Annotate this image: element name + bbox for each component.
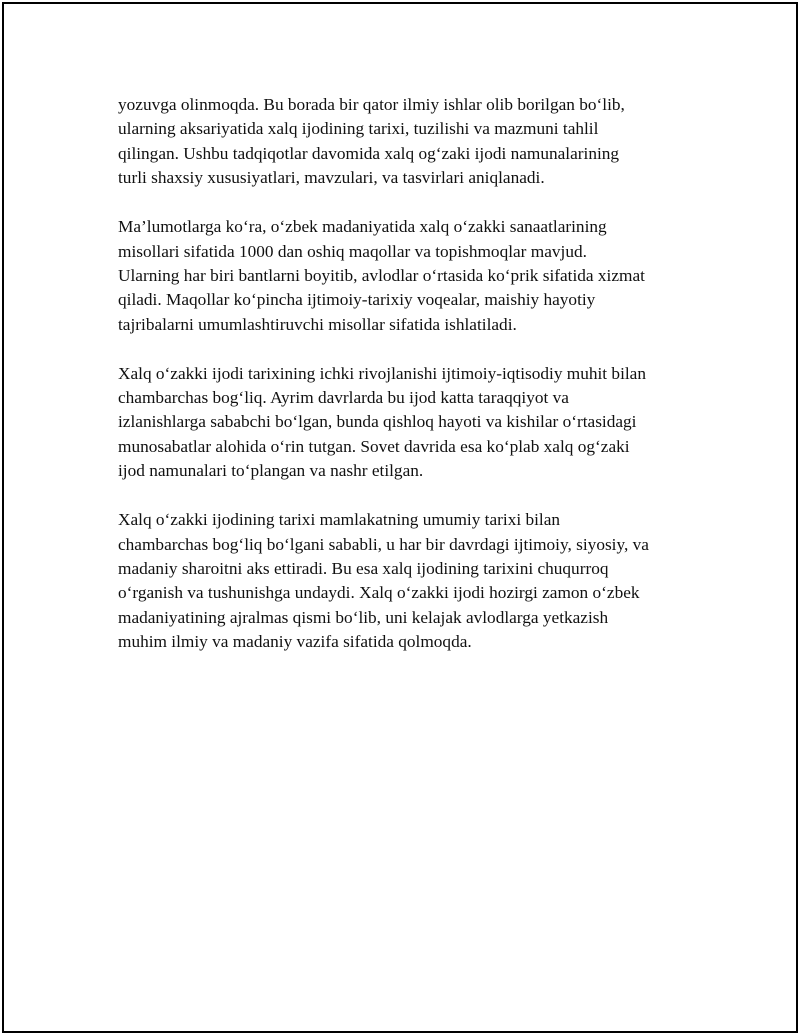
paragraph-4: Xalq o‘zakki ijodining tarixi mamlakatning umumiy tarixi bilan chambarchas bog‘liq bo‘lgani sababli, u har bir davrdagi ijtimoiy, siyosiy, va madaniy sharoitni aks ettiradi. Bu esa xalq ijodining tarixini chuqurroq o‘rganish va tushunishga undaydi. Xalq o‘zakki ijodi hozirgi zamon o‘zbek madaniyatining ajralmas qismi bo‘lib, uni kelajak avlodlarga yetkazish muhim ilmiy va madaniy vazifa sifatida qolmoqda.	[118, 510, 649, 652]
paragraph-2: Ma’lumotlarga ko‘ra, o‘zbek madaniyatida xalq o‘zakki sanaatlarining misollari sifatida 1000 dan oshiq maqollar va topishmoqlar mavjud. Ularning har biri bantlarni boyitib, avlodlar o‘rtasida ko‘prik sifatida xizmat qiladi. Maqollar ko‘pincha ijtimoiy-tarixiy voqealar, maishiy hayotiy tajribalarni umumlashtiruvchi misollar sifatida ishlatiladi.	[118, 217, 645, 334]
paragraph-3: Xalq o‘zakki ijodi tarixining ichki rivojlanishi ijtimoiy-iqtisodiy muhit bilan chambarchas bog‘liq. Ayrim davrlarda bu ijod katta taraqqiyot va izlanishlarga sababchi bo‘lgan, bunda qishloq hayoti va kishilar o‘rtasidagi munosabatlar alohida o‘rin tutgan. Sovet davrida esa ko‘plab xalq og‘zaki ijod namunalari to‘plangan va nashr etilgan.	[118, 363, 646, 481]
document-body	[118, 93, 698, 655]
paragraph-1: yozuvga olinmoqda. Bu borada bir qator ilmiy ishlar olib borilgan bo‘lib, ularning aksariyatida xalq ijodining tarixi, tuzilishi va mazmuni tahlil qilingan. Ushbu tadqiqotlar davomida xalq og‘zaki ijodi namunalarining turli shaxsiy xususiyatlari, mavzulari, va tasvirlari aniqlanadi.	[118, 95, 625, 188]
